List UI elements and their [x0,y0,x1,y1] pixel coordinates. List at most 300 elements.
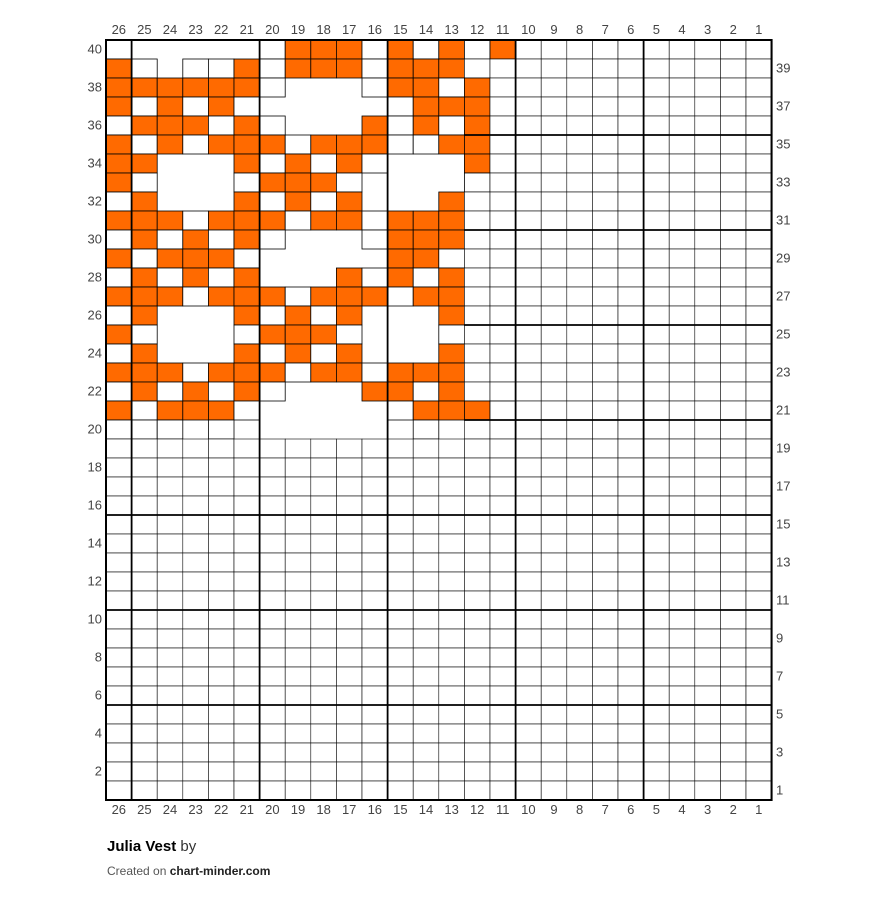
contrast-stitch [234,154,260,173]
grid-cell [669,173,695,192]
column-label-top: 24 [162,22,178,37]
grid-cell [464,249,490,268]
grid-cell [644,97,670,116]
grid-cell [490,287,516,306]
grid-cell [285,496,311,515]
grid-cell [464,553,490,572]
grid-cell [183,724,209,743]
contrast-stitch [106,135,132,154]
grid-cell [132,591,158,610]
main-stitch [208,230,234,249]
grid-cell [720,762,746,781]
grid-cell [234,781,260,800]
grid-cell [644,40,670,59]
grid-cell [592,230,618,249]
grid-cell [720,743,746,762]
grid-cell [260,705,286,724]
grid-cell [746,59,772,78]
grid-cell [592,401,618,420]
grid-cell [336,477,362,496]
grid-cell [592,287,618,306]
contrast-stitch [208,97,234,116]
grid-cell [669,135,695,154]
grid-cell [541,116,567,135]
chart-author-by: by [180,838,197,855]
grid-cell [260,743,286,762]
row-label-right: 23 [776,364,791,380]
grid-cell [720,553,746,572]
grid-cell [618,268,644,287]
grid-cell [618,325,644,344]
grid-cell [746,591,772,610]
row-label-right: 13 [776,554,791,570]
grid-cell [490,382,516,401]
contrast-stitch [413,249,439,268]
grid-cell [592,458,618,477]
grid-cell [720,382,746,401]
grid-cell [362,724,388,743]
grid-cell [567,268,593,287]
grid-cell [669,610,695,629]
row-label-right: 7 [776,668,784,684]
contrast-stitch [413,211,439,230]
grid-cell [388,515,414,534]
column-label-bottom: 3 [703,802,712,817]
grid-cell [132,667,158,686]
grid-cell [516,572,542,591]
grid-cell [720,515,746,534]
grid-cell [106,591,132,610]
main-stitch [260,344,286,363]
contrast-stitch [311,363,337,382]
grid-cell [618,420,644,439]
chart-credit [107,864,270,878]
grid-cell [362,648,388,667]
grid-cell [439,762,465,781]
grid-cell [285,553,311,572]
main-stitch [260,306,286,325]
grid-cell [618,154,644,173]
contrast-stitch [439,192,465,211]
row-label-right: 31 [776,212,791,228]
grid-cell [618,192,644,211]
contrast-stitch [464,116,490,135]
contrast-stitch [234,268,260,287]
contrast-stitch [336,40,362,59]
grid-cell [695,591,721,610]
grid-cell [106,667,132,686]
grid-cell [490,420,516,439]
grid-cell [669,629,695,648]
grid-cell [464,344,490,363]
column-label-bottom: 1 [755,802,763,817]
grid-cell [516,629,542,648]
grid-cell [388,648,414,667]
grid-cell [311,686,337,705]
grid-cell [516,116,542,135]
grid-cell [541,439,567,458]
main-stitch [362,363,388,382]
grid-cell [669,724,695,743]
grid-cell [695,667,721,686]
main-stitch [132,325,158,344]
grid-cell [260,458,286,477]
grid-cell [695,59,721,78]
grid-cell [644,249,670,268]
row-label-left: 22 [87,383,102,399]
contrast-stitch [106,97,132,116]
grid-cell [618,591,644,610]
contrast-stitch [208,211,234,230]
grid-cell [106,724,132,743]
grid-cell [644,211,670,230]
contrast-stitch [157,211,183,230]
contrast-stitch [285,40,311,59]
grid-cell [592,477,618,496]
grid-cell [490,325,516,344]
grid-cell [464,325,490,344]
grid-cell [541,344,567,363]
grid-cell [592,743,618,762]
grid-cell [720,667,746,686]
grid-cell [388,686,414,705]
grid-cell [413,667,439,686]
grid-cell [464,572,490,591]
grid-cell [669,553,695,572]
grid-cell [464,724,490,743]
grid-cell [439,572,465,591]
grid-cell [516,325,542,344]
grid-cell [208,781,234,800]
contrast-stitch [336,268,362,287]
grid-cell [746,648,772,667]
grid-cell [669,97,695,116]
grid-cell [516,458,542,477]
grid-cell [695,268,721,287]
grid-cell [336,629,362,648]
grid-cell [541,572,567,591]
main-stitch [260,154,286,173]
grid-cell [388,762,414,781]
grid-cell [464,363,490,382]
column-label-top: 18 [316,22,331,37]
main-stitch [208,116,234,135]
grid-cell [720,325,746,344]
grid-cell [234,686,260,705]
grid-cell [567,59,593,78]
contrast-stitch [413,401,439,420]
grid-cell [132,439,158,458]
grid-cell [311,743,337,762]
grid-cell [234,591,260,610]
contrast-stitch [439,401,465,420]
grid-cell [567,553,593,572]
grid-cell [695,78,721,97]
grid-cell [260,496,286,515]
column-label-top: 25 [137,22,152,37]
contrast-stitch [336,306,362,325]
grid-cell [490,306,516,325]
contrast-stitch [362,287,388,306]
grid-cell [746,439,772,458]
main-stitch [106,306,132,325]
grid-cell [413,553,439,572]
grid-cell [234,629,260,648]
row-label-right: 39 [776,60,791,76]
contrast-stitch [285,306,311,325]
contrast-stitch [464,154,490,173]
grid-cell [695,553,721,572]
grid-cell [413,705,439,724]
contrast-stitch [234,306,260,325]
grid-cell [644,686,670,705]
contrast-stitch [208,287,234,306]
grid-cell [695,287,721,306]
contrast-stitch [183,116,209,135]
grid-cell [746,401,772,420]
grid-cell [362,553,388,572]
grid-cell [183,591,209,610]
column-label-top: 8 [575,22,584,37]
contrast-stitch [132,78,158,97]
grid-cell [362,762,388,781]
grid-cell [644,78,670,97]
main-stitch [183,363,209,382]
grid-cell [362,629,388,648]
contrast-stitch [234,211,260,230]
main-stitch [157,268,183,287]
grid-cell [695,401,721,420]
contrast-stitch [439,363,465,382]
grid-cell [695,154,721,173]
column-label-bottom: 15 [393,802,408,817]
main-stitch [388,287,414,306]
contrast-stitch [157,363,183,382]
grid-cell [746,192,772,211]
grid-cell [720,572,746,591]
grid-cell [413,724,439,743]
grid-cell [644,230,670,249]
grid-cell [720,135,746,154]
contrast-stitch [413,230,439,249]
grid-cell [464,686,490,705]
column-label-bottom: 19 [290,802,306,817]
grid-cell [439,439,465,458]
row-label-right: 37 [776,98,791,114]
grid-cell [746,287,772,306]
contrast-stitch [439,135,465,154]
grid-cell [157,781,183,800]
grid-cell [746,382,772,401]
column-label-top: 21 [239,22,255,37]
grid-cell [644,743,670,762]
contrast-stitch [336,344,362,363]
grid-cell [695,439,721,458]
row-label-left: 30 [87,231,102,247]
contrast-stitch [106,154,132,173]
grid-cell [746,667,772,686]
grid-cell [592,420,618,439]
contrast-stitch [413,287,439,306]
grid-cell [234,705,260,724]
grid-cell [669,515,695,534]
grid-cell [644,667,670,686]
grid-cell [644,591,670,610]
grid-cell [208,705,234,724]
column-label-bottom: 10 [521,802,536,817]
grid-cell [336,458,362,477]
main-stitch [362,40,388,59]
grid-cell [567,363,593,382]
contrast-stitch [106,173,132,192]
row-label-right: 29 [776,250,791,266]
grid-cell [234,762,260,781]
grid-cell [746,173,772,192]
grid-cell [234,515,260,534]
grid-cell [439,629,465,648]
grid-cell [516,97,542,116]
grid-cell [695,477,721,496]
grid-cell [208,762,234,781]
grid-cell [567,439,593,458]
site-link[interactable]: chart-minder.com [169,864,271,878]
created-on-text: Created on [107,864,167,878]
grid-cell [567,496,593,515]
grid-cell [746,458,772,477]
grid-cell [541,667,567,686]
main-stitch [208,420,234,439]
main-stitch [106,230,132,249]
grid-cell [516,363,542,382]
grid-cell [183,781,209,800]
grid-cell [439,553,465,572]
grid-cell [439,686,465,705]
grid-cell [618,648,644,667]
main-stitch [388,135,414,154]
chart-title-line [107,838,196,855]
grid-cell [541,287,567,306]
grid-cell [618,534,644,553]
grid-cell [490,515,516,534]
grid-cell [464,458,490,477]
grid-cell [388,724,414,743]
grid-cell [388,553,414,572]
contrast-stitch [234,230,260,249]
grid-cell [644,477,670,496]
row-label-left: 24 [87,345,102,361]
grid-cell [618,59,644,78]
grid-cell [336,439,362,458]
grid-cell [260,781,286,800]
row-label-left: 14 [87,535,102,551]
contrast-stitch [260,325,286,344]
grid-cell [567,325,593,344]
grid-cell [413,572,439,591]
main-stitch [208,268,234,287]
grid-cell [311,591,337,610]
grid-cell [592,781,618,800]
grid-cell [516,610,542,629]
grid-cell [336,724,362,743]
grid-cell [592,382,618,401]
grid-cell [490,743,516,762]
row-label-left: 32 [87,193,102,209]
grid-cell [234,458,260,477]
grid-cell [106,496,132,515]
grid-cell [746,496,772,515]
contrast-stitch [183,268,209,287]
contrast-stitch [439,59,465,78]
grid-cell [490,667,516,686]
main-stitch [336,325,362,344]
row-label-right: 5 [776,706,784,722]
grid-cell [490,629,516,648]
grid-cell [260,667,286,686]
grid-cell [464,287,490,306]
grid-cell [592,154,618,173]
grid-cell [592,344,618,363]
main-stitch [106,268,132,287]
grid-cell [490,78,516,97]
grid-cell [669,211,695,230]
grid-cell [669,78,695,97]
grid-cell [541,173,567,192]
grid-cell [592,515,618,534]
contrast-stitch [157,116,183,135]
column-label-bottom: 12 [469,802,485,817]
grid-cell [720,59,746,78]
grid-cell [695,325,721,344]
grid-cell [208,591,234,610]
grid-cell [516,154,542,173]
grid-cell [516,686,542,705]
grid-cell [567,705,593,724]
grid-cell [260,572,286,591]
grid-cell [336,743,362,762]
grid-cell [695,781,721,800]
grid-cell [516,306,542,325]
contrast-stitch [311,59,337,78]
grid-cell [746,743,772,762]
main-stitch [106,116,132,135]
grid-cell [362,534,388,553]
grid-cell [362,515,388,534]
grid-cell [541,534,567,553]
grid-cell [183,667,209,686]
grid-cell [234,496,260,515]
grid-cell [618,781,644,800]
contrast-stitch [106,78,132,97]
grid-cell [285,458,311,477]
grid-cell [413,686,439,705]
grid-cell [106,534,132,553]
grid-cell [746,534,772,553]
contrast-stitch [285,344,311,363]
grid-cell [695,724,721,743]
grid-cell [464,515,490,534]
grid-cell [260,762,286,781]
grid-cell [618,762,644,781]
grid-cell [464,667,490,686]
column-label-bottom: 4 [678,802,686,817]
main-stitch [413,268,439,287]
grid-cell [336,553,362,572]
grid-cell [567,154,593,173]
grid-cell [260,629,286,648]
grid-cell [234,648,260,667]
grid-cell [311,648,337,667]
column-label-top: 16 [367,22,383,37]
